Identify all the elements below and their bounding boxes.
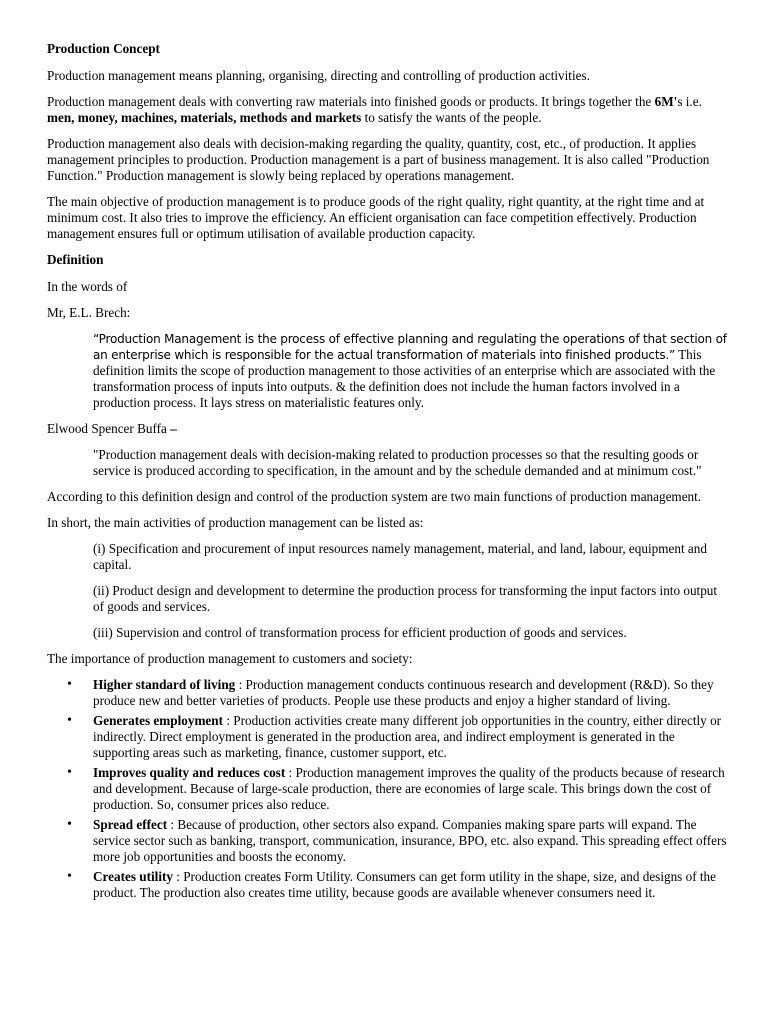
- buffa-name: Elwood Spencer Buffa: [47, 421, 167, 436]
- buffa-line: [47, 421, 728, 437]
- list-item: [47, 713, 728, 761]
- activity-2: (ii) Product design and development to determine the production process for transforming the input factors into output of goods and services.: [93, 583, 718, 614]
- brech-quote-block: [93, 331, 728, 411]
- buffa-dash: –: [166, 421, 177, 436]
- brech-name: Mr, E.L. Brech:: [47, 305, 131, 320]
- importance-label: Improves quality and reduces cost: [93, 765, 286, 780]
- importance-label: Generates employment: [93, 713, 224, 728]
- importance-label: Creates utility: [93, 869, 173, 884]
- list-item: [47, 869, 728, 901]
- p2-6m: 6M': [654, 94, 678, 109]
- importance-text: : Production activities create many different job opportunities in the country, either directly or indirectly. Direct employment is generated in the production area, and indirect employment is generated in the supporting areas such as marketing, finance, customer support, etc.: [93, 713, 722, 760]
- in-words-of: In the words of: [47, 279, 128, 294]
- p2-text-a: Production management deals with converting raw materials into finished goods or products. It brings together the: [47, 94, 655, 109]
- p2-text-e: to satisfy the wants of the people.: [361, 110, 542, 125]
- p2-ie: i.e.: [682, 94, 702, 109]
- list-item: [47, 817, 728, 865]
- list-item: [47, 765, 728, 813]
- paragraph-3: Production management also deals with decision-making regarding the quality, quantity, cost, etc., of production. It applies management principles to production. Production management is a part of business management. It is also called "Production Function." Production management is slowly being replaced by operations management.: [47, 136, 710, 183]
- activity-1: (i) Specification and procurement of input resources namely management, material, and land, labour, equipment and capital.: [93, 541, 707, 572]
- paragraph-4: The main objective of production management is to produce goods of the right quality, right quantity, at the right time and at minimum cost. It also tries to improve the efficiency. An efficient organisation can face competition effectively. Production management ensures full or optimum utilisation of available production capacity.: [47, 194, 705, 241]
- p2-six-m-list: men, money, machines, materials, methods and markets: [47, 110, 362, 125]
- importance-list: [47, 677, 728, 901]
- importance-text: : Production management improves the quality of the products because of research and development. Because of large-scale production, there are economies of large scale. This brings down the cost of production. So, consumer prices also reduce.: [93, 765, 725, 812]
- definition-heading: Definition: [47, 252, 104, 267]
- brech-comment: This definition limits the scope of production management to those activities of an enterprise which are associated with the transformation process of inputs into outputs. & the definition does not include the human factors involved in a production process. It lays stress on materialistic features only.: [93, 347, 716, 410]
- paragraph-2: [47, 94, 728, 126]
- document-title: Production Concept: [47, 41, 160, 56]
- importance-label: Higher standard of living: [93, 677, 236, 692]
- paragraph-5: According to this definition design and control of the production system are two main functions of production management.: [47, 489, 702, 504]
- brech-quote: “Production Management is the process of effective planning and regulating the operations of that section of an enterprise which is responsible for the actual transformation of materials into finished products.”: [93, 332, 727, 362]
- activity-3: (iii) Supervision and control of transformation process for efficient production of goods and services.: [93, 625, 627, 640]
- paragraph-6: In short, the main activities of production management can be listed as:: [47, 515, 424, 530]
- importance-text: : Because of production, other sectors also expand. Companies making spare parts will expand. The service sector such as banking, transport, communication, insurance, BPO, etc. also expand. This spreading effect offers more job opportunities and boosts the economy.: [93, 817, 727, 864]
- buffa-quote: "Production management deals with decision-making related to production processes so that the resulting goods or service is produced according to specification, in the amount and by the schedule demanded and at minimum cost.": [93, 447, 702, 478]
- importance-text: : Production creates Form Utility. Consumers can get form utility in the shape, size, and designs of the product. The production also creates time utility, because goods are available whenever consumers need it.: [93, 869, 716, 900]
- p2-s: s: [677, 94, 683, 109]
- importance-label: Spread effect: [93, 817, 168, 832]
- list-item: [47, 677, 728, 709]
- paragraph-1: Production management means planning, organising, directing and controlling of production activities.: [47, 68, 590, 83]
- importance-text: : Production management conducts continuous research and development (R&D). So they produce new and better varieties of products. People use these products and enjoy a higher standard of living.: [93, 677, 714, 708]
- paragraph-7: The importance of production management to customers and society:: [47, 651, 413, 666]
